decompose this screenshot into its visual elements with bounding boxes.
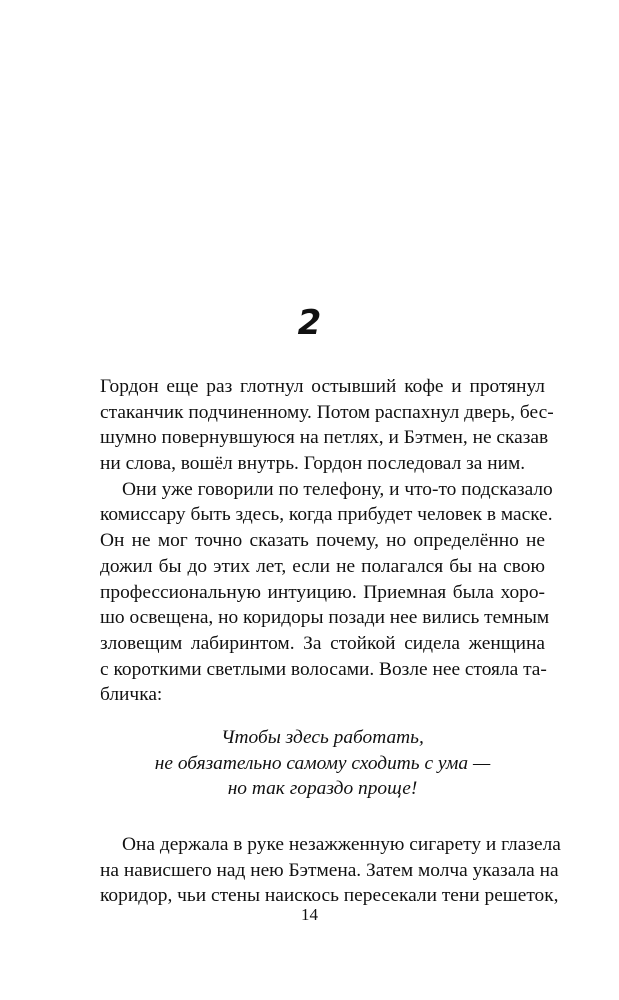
chapter-number: 2 (297, 303, 322, 343)
text-line: ни слова, вошёл внутрь. Гордон последовал за ним. (100, 453, 526, 475)
text-line: комиссару быть здесь, когда прибудет человек в маске. (100, 504, 553, 526)
text-line: Гордон еще раз глотнул остывший кофе и протянул (100, 376, 545, 397)
page-number: 14 (301, 905, 318, 924)
epigraph-line: но так гораздо проще! (227, 778, 418, 800)
spacer (100, 708, 545, 725)
text-line: коридор, чьи стены наискось пересекали тени решеток, (100, 885, 559, 907)
text-line: Он не мог точно сказать почему, но определённо не (100, 530, 545, 552)
spacer (100, 802, 545, 832)
epigraph-line: Чтобы здесь работать, (221, 726, 424, 748)
text-line: зловещим лабиринтом. За стойкой сидела женщина (100, 632, 545, 654)
text-line: бличка: (100, 684, 163, 706)
text-line: шумно повернувшуюся на петлях, и Бэтмен, не сказав (100, 427, 549, 449)
text-line: стаканчик подчиненному. Потом распахнул дверь, бес- (100, 401, 554, 423)
epigraph (100, 725, 545, 802)
text-line: Они уже говорили по телефону, и что-то подсказало (122, 478, 553, 500)
epigraph-line: не обязательно самому сходить с ума — (154, 752, 491, 774)
text-line: шо освещена, но коридоры позади нее вились темным (100, 607, 550, 629)
paragraph (100, 374, 554, 477)
body-text (100, 374, 561, 909)
text-line: Она держала в руке незажженную сигарету и глазела (122, 834, 561, 855)
text-line: профессиональную интуицию. Приемная была хоро- (100, 581, 545, 603)
text-line: на нависшего над нею Бэтмена. Затем молча указала на (100, 859, 559, 881)
paragraph (100, 477, 553, 708)
text-line: с короткими светлыми волосами. Возле нее стояла та- (100, 658, 547, 680)
paragraph (100, 832, 561, 909)
text-line: дожил бы до этих лет, если не полагался бы на свою (100, 555, 545, 577)
